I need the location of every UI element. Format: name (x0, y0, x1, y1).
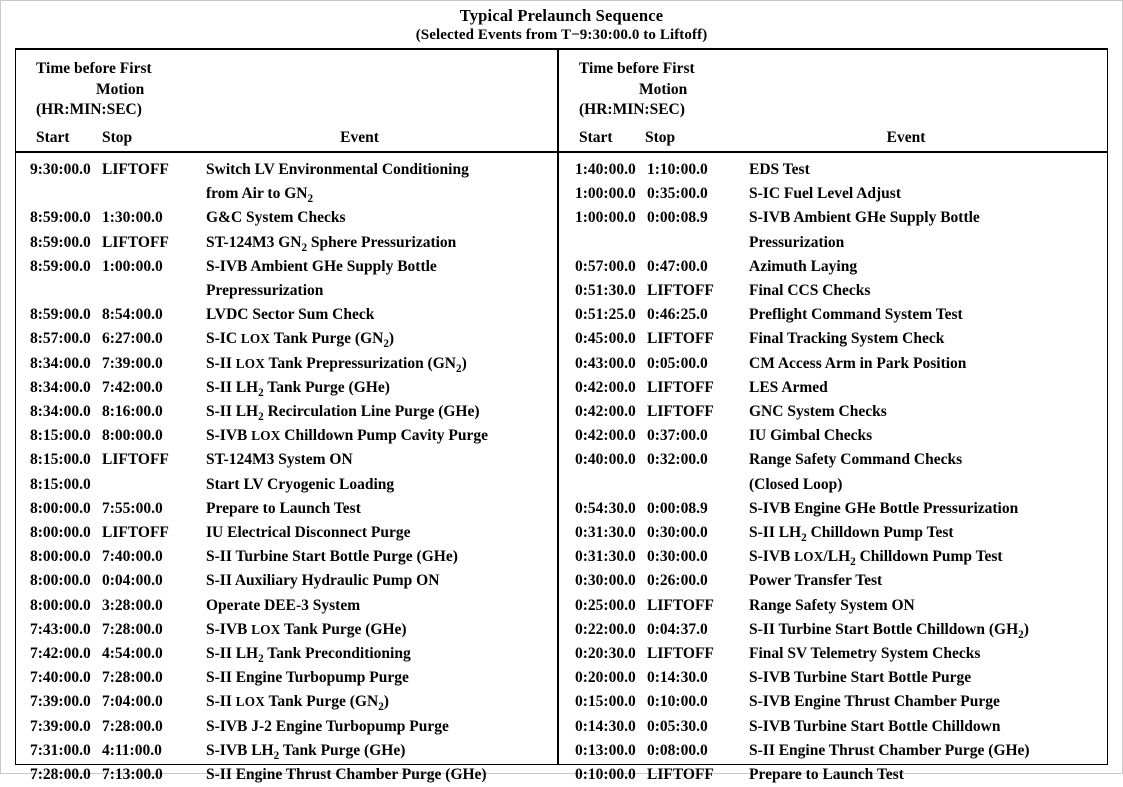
cell-event: S-IC LOX Tank Purge $(GN_2)$ (206, 330, 395, 351)
cell-start-time: 8:15:00.0 (30, 427, 91, 445)
cell-stop-time: LIFTOFF (102, 524, 169, 542)
table-row (559, 255, 1107, 279)
cell-stop-time: 0:37:00.0 (647, 427, 708, 445)
cell-start-time: 0:31:30.0 (575, 524, 636, 542)
cell-event: from Air to $GN_2$ (206, 185, 314, 206)
table-row (16, 376, 557, 400)
table-row (16, 569, 557, 593)
table-row (16, 642, 557, 666)
table-row (16, 182, 557, 206)
left-column-header (16, 50, 557, 153)
cell-stop-time: 0:30:00.0 (647, 524, 708, 542)
cell-event: S-IVB LOX Chilldown Pump Cavity Purge (206, 427, 488, 445)
cell-event: S-II $LH_2$ Chilldown Pump Test (749, 524, 954, 545)
cell-stop-time: LIFTOFF (102, 451, 169, 469)
table-row (559, 666, 1107, 690)
table-row (559, 497, 1107, 521)
cell-stop-time: 3:28:00.0 (102, 596, 163, 614)
cell-stop-time: 0:14:30.0 (647, 669, 708, 687)
cell-event: S-IVB J-2 Engine Turbopump Purge (206, 717, 449, 735)
cell-start-time: 0:51:30.0 (575, 282, 636, 300)
table-row (16, 473, 557, 497)
table-row (559, 618, 1107, 642)
cell-stop-time: 0:08:00.0 (647, 741, 708, 759)
table-row (559, 206, 1107, 230)
right-header-columns (559, 129, 1107, 147)
cell-start-time: 0:22:00.0 (575, 620, 636, 638)
cell-stop-time: 7:13:00.0 (102, 766, 163, 784)
table-row (16, 206, 557, 230)
cell-event: S-II Auxiliary Hydraulic Pump ON (206, 572, 440, 590)
cell-stop-time: LIFTOFF (647, 378, 714, 396)
cell-stop-time: 0:30:00.0 (647, 548, 708, 566)
cell-stop-time: 0:04:37.0 (647, 620, 708, 638)
cell-stop-time (647, 473, 749, 497)
cell-event: S-IVB Ambient GHe Supply Bottle (749, 209, 980, 227)
cell-event: Prepare to Launch Test (206, 499, 361, 517)
cell-stop-time: 8:00:00.0 (102, 427, 163, 445)
cell-stop-time: 0:05:30.0 (647, 717, 708, 735)
cell-stop-time: 0:00:08.9 (647, 499, 708, 517)
table-row (16, 327, 557, 351)
table-row (559, 448, 1107, 472)
cell-event: Final SV Telemetry System Checks (749, 645, 981, 663)
table-row (16, 231, 557, 255)
cell-stop-time: 1:00:00.0 (102, 257, 163, 275)
table-row (559, 521, 1107, 545)
cell-start-time: 8:15:00.0 (30, 451, 91, 469)
left-rows-container (16, 153, 557, 787)
cell-event: S-II Engine Thrust Chamber Purge (GHe) (749, 741, 1030, 759)
cell-event: (Closed Loop) (749, 475, 843, 493)
table-row (16, 521, 557, 545)
cell-event: Operate DEE-3 System (206, 596, 361, 614)
cell-stop-time: 0:10:00.0 (647, 693, 708, 711)
table-row (559, 231, 1107, 255)
cell-event: Preflight Command System Test (749, 306, 963, 324)
cell-event: Range Safety System ON (749, 596, 915, 614)
cell-start-time: 8:59:00.0 (30, 233, 91, 251)
cell-start-time: 0:30:00.0 (575, 572, 636, 590)
cell-event: Azimuth Laying (749, 257, 858, 275)
table-row (559, 376, 1107, 400)
cell-event: Final Tracking System Check (749, 330, 945, 348)
cell-stop-time: 8:54:00.0 (102, 306, 163, 324)
table-row (559, 739, 1107, 763)
cell-event: Start LV Cryogenic Loading (206, 475, 395, 493)
right-column-header (559, 50, 1107, 153)
cell-stop-time: 1:10:00.0 (647, 161, 708, 178)
cell-start-time: 1:00:00.0 (575, 185, 636, 203)
cell-event: S-IVB $LH_2$ Tank Purge (GHe) (206, 741, 406, 762)
right-col-stop-label: Stop (645, 129, 676, 146)
cell-start-time: 7:39:00.0 (30, 693, 91, 711)
cell-start-time: 0:40:00.0 (575, 451, 636, 469)
cell-event: S-II Engine Thrust Chamber Purge (GHe) (206, 766, 487, 784)
cell-start-time: 9:30:00.0 (30, 161, 91, 178)
cell-event: S-IVB LOX/$LH_2$ Chilldown Pump Test (749, 548, 1003, 569)
cell-stop-time: LIFTOFF (647, 330, 714, 348)
table-row (559, 594, 1107, 618)
right-header-line3: (HR:MIN:SEC) (579, 101, 685, 119)
right-col-start-label: Start (579, 129, 613, 146)
table-row (16, 424, 557, 448)
cell-stop-time: 7:28:00.0 (102, 717, 163, 735)
cell-event: S-II LOX Tank Purge $(GN_2)$ (206, 693, 389, 714)
cell-start-time: 0:25:00.0 (575, 596, 636, 614)
table-row (559, 715, 1107, 739)
cell-stop-time: 6:27:00.0 (102, 330, 163, 348)
cell-stop-time: 7:28:00.0 (102, 669, 163, 687)
table-row (559, 158, 1107, 182)
left-header-lines (16, 50, 557, 121)
cell-event: S-IVB Engine Thrust Chamber Purge (749, 693, 1000, 711)
cell-stop-time: 0:32:00.0 (647, 451, 708, 469)
right-header-line2: Motion (639, 80, 688, 98)
cell-start-time: 7:42:00.0 (30, 645, 91, 663)
cell-start-time (559, 473, 647, 497)
table-row (16, 303, 557, 327)
left-header-line1: Time before First (36, 60, 152, 77)
table-row (16, 279, 557, 303)
cell-stop-time: 0:04:00.0 (102, 572, 163, 590)
cell-start-time: 1:00:00.0 (575, 209, 636, 227)
cell-start-time: 7:31:00.0 (30, 741, 91, 759)
cell-stop-time: 0:46:25.0 (647, 306, 708, 324)
left-col-event-label: Event (340, 129, 379, 146)
cell-start-time: 8:34:00.0 (30, 354, 91, 372)
table-left-half (15, 50, 557, 784)
table-title: Typical Prelaunch Sequence (459, 6, 664, 25)
cell-event: CM Access Arm in Park Position (749, 354, 967, 372)
cell-event: Switch LV Environmental Conditioning (206, 161, 469, 178)
cell-start-time: 0:15:00.0 (575, 693, 636, 711)
cell-start-time: 0:43:00.0 (575, 354, 636, 372)
right-header-lines (559, 50, 1107, 121)
cell-start-time: 8:34:00.0 (30, 403, 91, 421)
prelaunch-sequence-table (15, 48, 1108, 784)
cell-start-time: 0:42:00.0 (575, 378, 636, 396)
cell-start-time: 7:43:00.0 (30, 620, 91, 638)
right-col-event-label: Event (886, 129, 926, 146)
table-row (559, 473, 1107, 497)
table-row (16, 594, 557, 618)
table-right-half (557, 50, 1108, 784)
table-row (16, 666, 557, 690)
cell-stop-time (647, 231, 749, 255)
table-row (16, 400, 557, 424)
cell-event: S-IVB Ambient GHe Supply Bottle (206, 257, 437, 275)
table-row (559, 569, 1107, 593)
cell-start-time: 8:00:00.0 (30, 548, 91, 566)
left-col-start-label: Start (36, 129, 70, 146)
cell-event: ST-124M3 System ON (206, 451, 353, 469)
cell-stop-time: LIFTOFF (647, 596, 714, 614)
cell-start-time: 8:59:00.0 (30, 306, 91, 324)
right-header-line1: Time before First (579, 60, 695, 77)
table-row (16, 715, 557, 739)
cell-start-time: 0:20:00.0 (575, 669, 636, 687)
cell-stop-time: 7:42:00.0 (102, 378, 163, 396)
cell-start-time: 0:31:30.0 (575, 548, 636, 566)
table-row (16, 763, 557, 787)
cell-stop-time: LIFTOFF (102, 161, 169, 178)
cell-event: Pressurization (749, 233, 845, 251)
cell-start-time (16, 182, 102, 206)
cell-event: S-IVB Engine GHe Bottle Pressurization (749, 499, 1019, 517)
left-header-line2: Motion (96, 80, 145, 98)
cell-stop-time: LIFTOFF (102, 233, 169, 251)
cell-start-time: 0:54:30.0 (575, 499, 636, 517)
table-row (559, 303, 1107, 327)
cell-stop-time: 7:04:00.0 (102, 693, 163, 711)
cell-event: S-IVB LOX Tank Purge (GHe) (206, 620, 407, 638)
cell-start-time: 8:00:00.0 (30, 499, 91, 517)
cell-stop-time: 7:40:00.0 (102, 548, 163, 566)
cell-stop-time: 7:55:00.0 (102, 499, 163, 517)
cell-event: Prepare to Launch Test (749, 766, 904, 784)
cell-start-time: 7:39:00.0 (30, 717, 91, 735)
cell-start-time: 1:40:00.0 (575, 161, 636, 178)
table-row (16, 448, 557, 472)
cell-stop-time (102, 279, 206, 303)
cell-start-time (559, 231, 647, 255)
table-row (16, 352, 557, 376)
cell-stop-time: 4:11:00.0 (102, 741, 162, 759)
left-col-stop-label: Stop (102, 129, 133, 146)
table-row (559, 182, 1107, 206)
cell-event: LVDC Sector Sum Check (206, 306, 375, 324)
cell-event: IU Gimbal Checks (749, 427, 873, 445)
cell-event: S-II $LH_2$ Tank Preconditioning (206, 645, 411, 666)
cell-start-time: 8:15:00.0 (30, 475, 91, 493)
table-row (16, 497, 557, 521)
cell-start-time: 0:42:00.0 (575, 427, 636, 445)
cell-start-time: 0:14:30.0 (575, 717, 636, 735)
cell-start-time: 8:59:00.0 (30, 209, 91, 227)
table-row (559, 642, 1107, 666)
cell-event: S-II $LH_2$ Recirculation Line Purge (GHe) (206, 403, 480, 424)
cell-start-time: 0:13:00.0 (575, 741, 636, 759)
cell-stop-time: 8:16:00.0 (102, 403, 163, 421)
cell-start-time: 7:40:00.0 (30, 669, 91, 687)
cell-start-time: 7:28:00.0 (30, 766, 91, 784)
cell-event: S-II $LH_2$ Tank Purge (GHe) (206, 378, 390, 399)
table-row (16, 618, 557, 642)
table-row (16, 739, 557, 763)
cell-stop-time: 7:28:00.0 (102, 620, 163, 638)
cell-stop-time: 0:47:00.0 (647, 257, 708, 275)
table-row (559, 352, 1107, 376)
cell-start-time: 0:20:30.0 (575, 645, 636, 663)
cell-event: S-IC Fuel Level Adjust (749, 185, 901, 203)
cell-event: Range Safety Command Checks (749, 451, 963, 469)
cell-start-time: 8:59:00.0 (30, 257, 91, 275)
table-row (16, 255, 557, 279)
cell-stop-time: LIFTOFF (647, 403, 714, 421)
cell-event: S-II Engine Turbopump Purge (206, 669, 409, 687)
cell-start-time: 0:10:00.0 (575, 766, 636, 784)
table-row (559, 763, 1107, 787)
cell-start-time: 0:51:25.0 (575, 306, 636, 324)
table-row (559, 400, 1107, 424)
cell-event: S-II LOX Tank Prepressurization $(GN_2)$ (206, 354, 467, 375)
cell-event: Final CCS Checks (749, 282, 871, 300)
table-row (559, 545, 1107, 569)
cell-start-time: 8:00:00.0 (30, 524, 91, 542)
cell-stop-time: 4:54:00.0 (102, 645, 163, 663)
table-row (16, 545, 557, 569)
cell-start-time: 8:34:00.0 (30, 378, 91, 396)
cell-event: S-II Turbine Start Bottle Purge (GHe) (206, 548, 458, 566)
cell-event: EDS Test (749, 161, 810, 178)
cell-event: ST-124M3 $GN_2$ Sphere Pressurization (206, 233, 457, 254)
cell-stop-time: LIFTOFF (647, 645, 714, 663)
cell-event: LES Armed (749, 378, 828, 396)
right-rows-container (559, 153, 1107, 787)
cell-stop-time (102, 473, 206, 497)
table-body (15, 50, 1108, 784)
cell-stop-time: 0:35:00.0 (647, 185, 708, 203)
table-subtitle: (Selected Events from T−9:30:00.0 to Liftoff) (415, 27, 708, 44)
cell-start-time (16, 279, 102, 303)
cell-event: Prepressurization (206, 282, 324, 300)
cell-stop-time (102, 182, 206, 206)
cell-start-time: 8:00:00.0 (30, 572, 91, 590)
cell-start-time: 8:00:00.0 (30, 596, 91, 614)
cell-stop-time: 0:26:00.0 (647, 572, 708, 590)
table-row (559, 424, 1107, 448)
cell-stop-time: 0:00:08.9 (647, 209, 708, 227)
left-header-columns (16, 129, 557, 147)
cell-event: S-IVB Turbine Start Bottle Chilldown (749, 717, 1001, 735)
table-row (559, 690, 1107, 714)
cell-event: G&C System Checks (206, 209, 346, 227)
cell-event: Power Transfer Test (749, 572, 883, 590)
cell-stop-time: LIFTOFF (647, 766, 714, 784)
table-row (16, 690, 557, 714)
cell-stop-time: 1:30:00.0 (102, 209, 163, 227)
cell-stop-time: LIFTOFF (647, 282, 714, 300)
table-title-block (1, 1, 1122, 44)
cell-stop-time: 0:05:00.0 (647, 354, 708, 372)
left-header-line3: (HR:MIN:SEC) (36, 101, 142, 119)
cell-event: GNC System Checks (749, 403, 887, 421)
cell-start-time: 0:57:00.0 (575, 257, 636, 275)
table-row (559, 327, 1107, 351)
cell-event: IU Electrical Disconnect Purge (206, 524, 411, 542)
cell-start-time: 0:45:00.0 (575, 330, 636, 348)
table-row (559, 279, 1107, 303)
table-row (16, 158, 557, 182)
cell-event: S-IVB Turbine Start Bottle Purge (749, 669, 972, 687)
cell-event: S-II Turbine Start Bottle Chilldown $(GH_2)$ (749, 620, 1029, 641)
cell-start-time: 0:42:00.0 (575, 403, 636, 421)
cell-stop-time: 7:39:00.0 (102, 354, 163, 372)
cell-start-time: 8:57:00.0 (30, 330, 91, 348)
